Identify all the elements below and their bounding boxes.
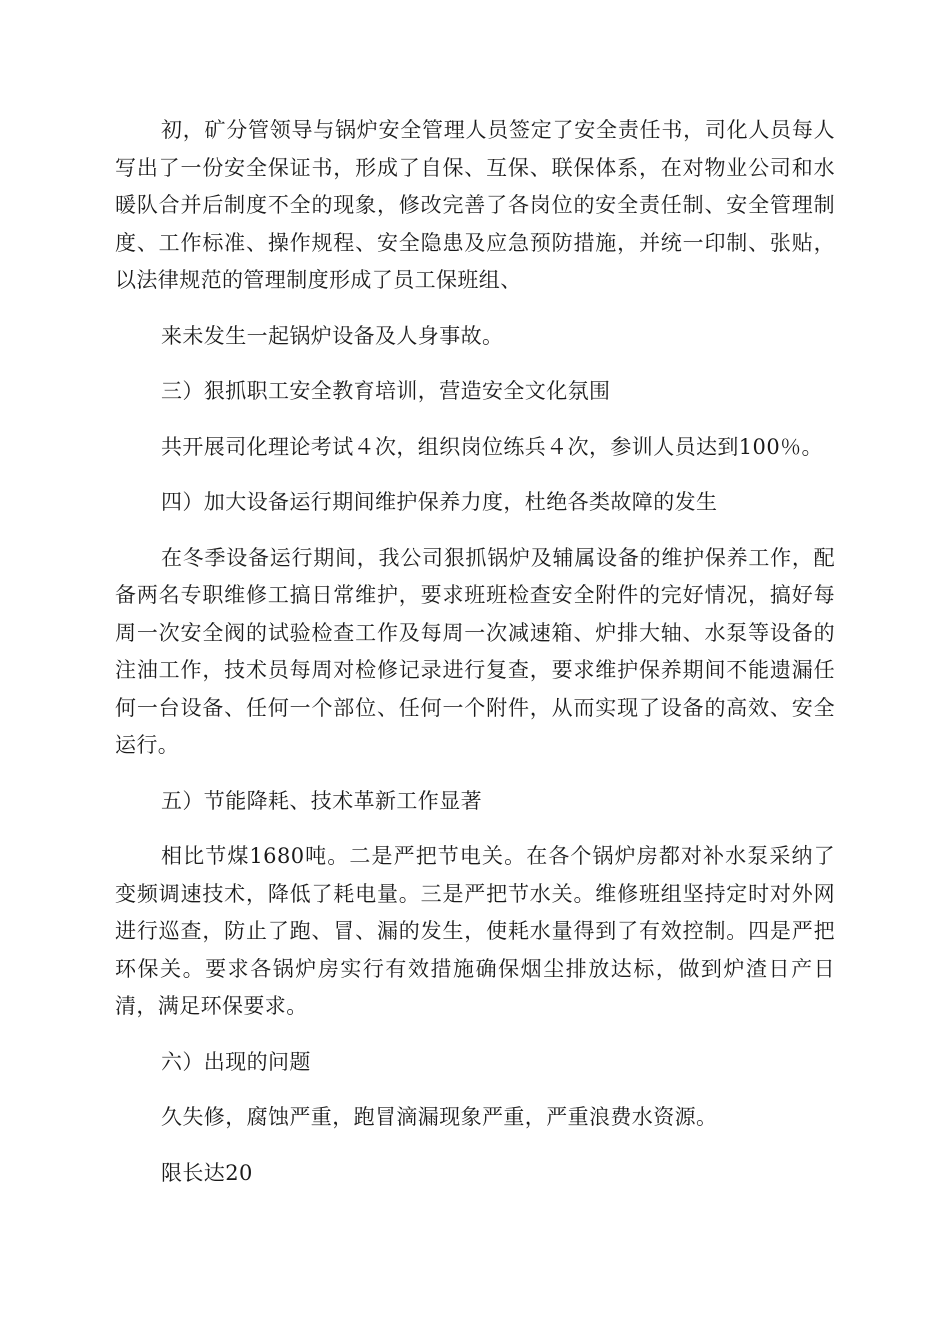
section-heading-4: 四）加大设备运行期间维护保养力度，杜绝各类故障的发生 [161, 490, 718, 514]
paragraph-truncated: 限长达20 [161, 1160, 253, 1185]
paragraph-spacer [115, 1137, 835, 1155]
section-heading-3: 三）狠抓职工安全教育培训，营造安全文化氛围 [161, 379, 611, 403]
paragraph-no-accidents: 来未发生一起锅炉设备及人身事故。 [161, 323, 504, 348]
paragraph-maintenance: 在冬季设备运行期间，我公司狠抓锅炉及辅属设备的维护保养工作，配备两名专职维修工搞日常维护，要求班班检查安全附件的完好情况，搞好每周一次安全阀的试验检查工作及每周一次减速箱、炉排大轴、水泵等设备的注油工作，技术员每周对检修记录进行复查，要求维护保养期间不能遗漏任何一台设备、任何一个部位、任何一个附件，从而实现了设备的高效、安全运行。 [115, 545, 835, 757]
document-body [115, 112, 835, 1192]
paragraph-spacer [115, 411, 835, 429]
section-heading-5: 五）节能降耗、技术革新工作显著 [161, 788, 482, 813]
paragraph-spacer [115, 355, 835, 373]
paragraph-spacer [115, 466, 835, 484]
paragraph-spacer [115, 1026, 835, 1044]
paragraph-spacer [115, 522, 835, 540]
paragraph-spacer [115, 300, 835, 318]
paragraph-energy-saving: 相比节煤1680吨。二是严把节电关。在各个锅炉房都对补水泵采纳了变频调速技术，降低了耗电量。三是严把节水关。维修班组坚持定时对外网进行巡查，防止了跑、冒、漏的发生，使耗水量得到了有效控制。四是严把环保关。要求各锅炉房实行有效措施确保烟尘排放达标，做到炉渣日产日清，满足环保要求。 [115, 844, 835, 1018]
paragraph-spacer [115, 765, 835, 783]
paragraph-spacer [115, 1081, 835, 1099]
paragraph-training-stats: 共开展司化理论考试４次，组织岗位练兵４次，参训人员达到100％。 [161, 434, 823, 459]
paragraph-problems: 久失修，腐蚀严重，跑冒滴漏现象严重，严重浪费水资源。 [161, 1105, 718, 1129]
paragraph-spacer [115, 820, 835, 838]
paragraph-safety-responsibility: 初，矿分管领导与锅炉安全管理人员签定了安全责任书，司化人员每人写出了一份安全保证书，形成了自保、互保、联保体系，在对物业公司和水暖队合并后制度不全的现象，修改完善了各岗位的安全责任制、安全管理制度、工作标准、操作规程、安全隐患及应急预防措施，并统一印制、张贴，以法律规范的管理制度形成了员工保班组、 [115, 118, 835, 292]
section-heading-6: 六）出现的问题 [161, 1049, 311, 1074]
